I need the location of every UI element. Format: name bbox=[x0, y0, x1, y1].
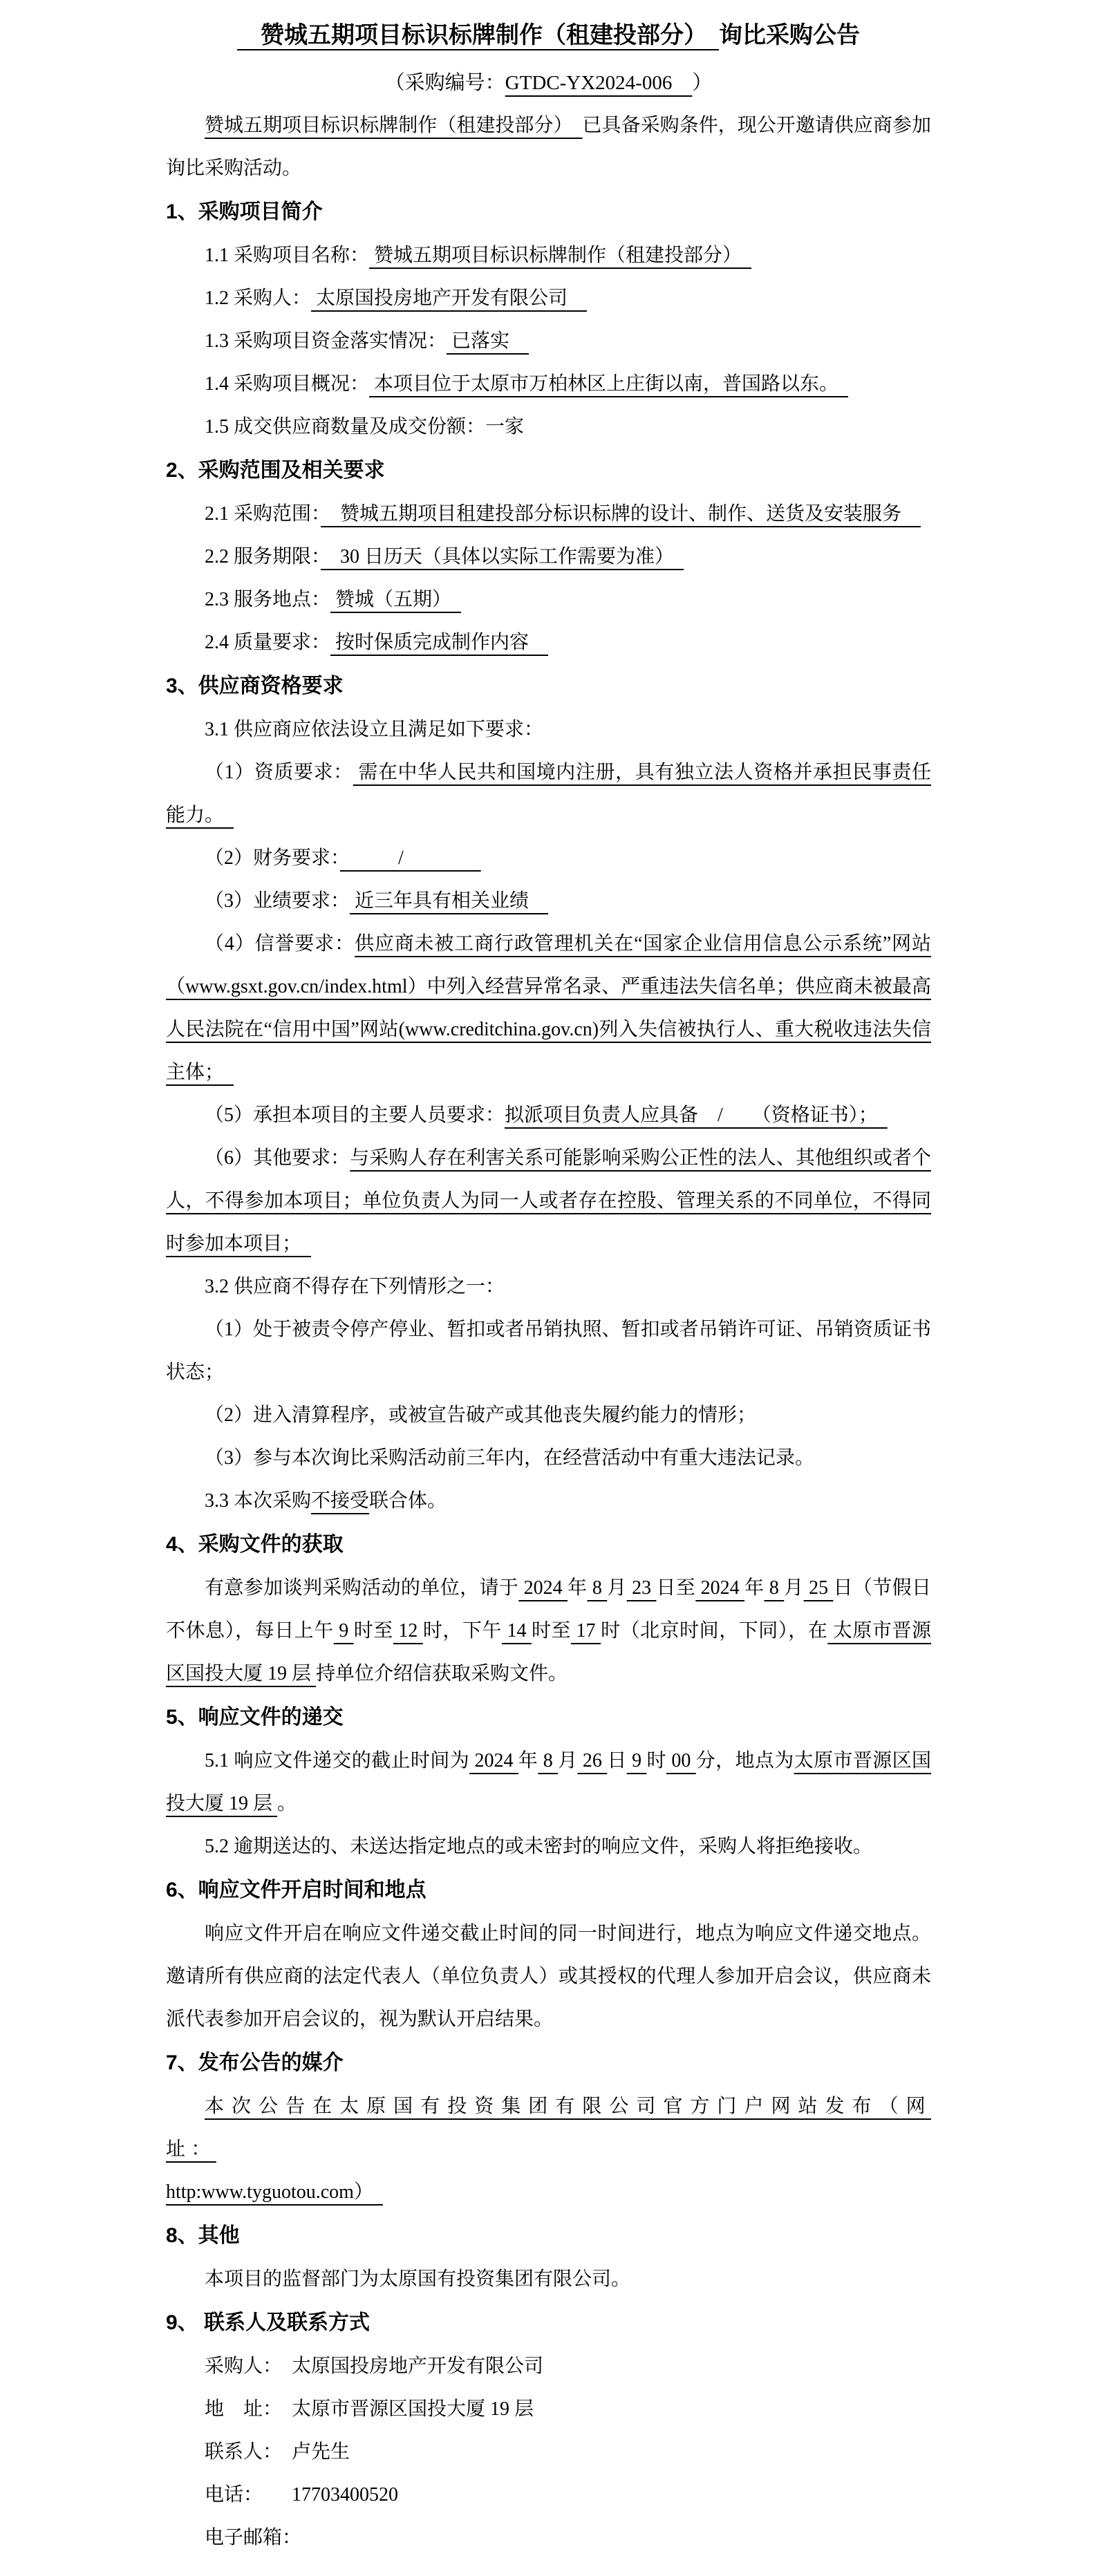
underlined-run: 不接受 bbox=[311, 1490, 370, 1512]
underlined-run: 本次公告在太原国有投资集团有限公司官方门户网站发布（网址： bbox=[166, 2096, 931, 2160]
section-1-heading bbox=[166, 190, 931, 234]
text-run: 1.4 采购项目概况： bbox=[205, 373, 370, 395]
item-3-2-2 bbox=[166, 1394, 931, 1437]
item-1-2 bbox=[166, 277, 931, 320]
text-run: （5）承担本项目的主要人员要求： bbox=[205, 1104, 505, 1126]
underlined-run: 本项目位于太原市万柏林区上庄街以南，普国路以东。 bbox=[369, 373, 849, 395]
text-run: 采购人： 太原国投房地产开发有限公司 bbox=[205, 2356, 544, 2377]
item-3-1-1 bbox=[166, 751, 931, 837]
text-run: 时，下午 bbox=[422, 1620, 502, 1642]
item-3-1-2 bbox=[166, 837, 931, 880]
intro-paragraph bbox=[166, 104, 931, 190]
section-8-heading bbox=[166, 2214, 931, 2258]
text-run: 月 bbox=[607, 1577, 627, 1599]
text-run: 日（节假日不休息），每日上午 bbox=[166, 1577, 932, 1642]
text-run: 年 bbox=[518, 1750, 538, 1771]
underlined-run: 赞城五期项目标识标牌制作（租建投部分） bbox=[205, 115, 583, 136]
underlined-run: 按时保质完成制作内容 bbox=[330, 632, 549, 653]
item-3-1-5 bbox=[166, 1094, 931, 1137]
text-run: （采购编号： bbox=[384, 72, 505, 94]
underlined-run: 25 bbox=[803, 1577, 834, 1599]
text-run: （6）其他要求： bbox=[205, 1147, 350, 1169]
text-run: 时 bbox=[646, 1750, 666, 1771]
text-run: 3、供应商资格要求 bbox=[166, 675, 344, 697]
item-5-1 bbox=[166, 1740, 931, 1825]
underlined-run: 8 bbox=[764, 1577, 785, 1599]
text-run: （2）财务要求： bbox=[205, 847, 341, 869]
text-run: 3.3 本次采购 bbox=[205, 1490, 312, 1512]
text-run: 。 bbox=[277, 1793, 297, 1814]
text-run: ） bbox=[692, 72, 713, 94]
section-6-heading bbox=[166, 1868, 931, 1912]
text-run: 1.5 成交供应商数量及成交份额：一家 bbox=[205, 416, 525, 438]
underlined-run: 8 bbox=[538, 1750, 559, 1771]
text-run: 电话： 17703400520 bbox=[205, 2484, 399, 2506]
text-run: 月 bbox=[558, 1750, 578, 1771]
procurement-number-line bbox=[166, 62, 931, 104]
text-run: 1.1 采购项目名称： bbox=[205, 245, 370, 266]
text-run: 3.2 供应商不得存在下列情形之一： bbox=[205, 1276, 505, 1297]
underlined-run: 23 bbox=[626, 1577, 657, 1599]
announcement-media-paragraph bbox=[166, 2085, 931, 2214]
text-run: 电子邮箱： bbox=[205, 2527, 302, 2548]
doc-title bbox=[166, 10, 931, 62]
text-run: （2）进入清算程序，或被宣告破产或其他丧失履约能力的情形； bbox=[205, 1404, 757, 1426]
item-3-1-3 bbox=[166, 880, 931, 923]
text-run: 本项目的监督部门为太原国有投资集团有限公司。 bbox=[205, 2268, 631, 2290]
text-run: 2、采购范围及相关要求 bbox=[166, 459, 385, 482]
text-run: 5、响应文件的递交 bbox=[166, 1706, 344, 1729]
text-run: 4、采购文件的获取 bbox=[166, 1533, 344, 1556]
section-2-heading bbox=[166, 449, 931, 493]
text-run: 8、其他 bbox=[166, 2224, 240, 2247]
underlined-run: 2024 bbox=[518, 1577, 568, 1599]
underlined-run: 太原市晋源区国投大厦 19 层 bbox=[166, 1620, 931, 1684]
text-run: 2.2 服务期限： bbox=[205, 546, 321, 567]
underlined-run: 30 日历天（具体以实际工作需要为准） bbox=[321, 546, 684, 567]
address-line bbox=[166, 2388, 931, 2431]
text-run: 时至 bbox=[531, 1620, 572, 1642]
section-9-heading bbox=[166, 2301, 931, 2345]
item-3-1 bbox=[166, 708, 931, 751]
text-run: 年 bbox=[568, 1577, 588, 1599]
item-1-4 bbox=[166, 363, 931, 406]
section-4-heading bbox=[166, 1523, 931, 1567]
underlined-run: 赞城五期项目标识标牌制作（租建投部分） bbox=[237, 23, 719, 48]
text-run: 3.1 供应商应依法设立且满足如下要求： bbox=[205, 719, 544, 740]
item-3-1-4 bbox=[166, 923, 931, 1094]
text-run: 联系人： 卢先生 bbox=[205, 2441, 350, 2463]
supervision-paragraph bbox=[166, 2258, 931, 2301]
item-3-2 bbox=[166, 1266, 931, 1308]
underlined-run: 供应商未被工商行政管理机关在“国家企业信用信息公示系统”网站（www.gsxt.gov.cn/index.html）中列入经营异常名录、严重违法失信名单；供应商未被最高人民法院在“信用中国”网站(www.creditchina.gov.cn)列入失信被执行人、重大税收违法失信主体； bbox=[166, 933, 931, 1083]
text-run: 日 bbox=[607, 1750, 627, 1771]
item-3-1-6 bbox=[166, 1137, 931, 1266]
text-run: 2.1 采购范围： bbox=[205, 503, 321, 525]
text-run: 2.4 质量要求： bbox=[205, 632, 331, 653]
underlined-run: http:www.tyguotou.com） bbox=[166, 2181, 383, 2203]
item-1-3 bbox=[166, 320, 931, 363]
underlined-run: 近三年具有相关业绩 bbox=[350, 890, 549, 912]
text-run: （1）资质要求： bbox=[205, 762, 353, 783]
underlined-run: 17 bbox=[571, 1620, 601, 1642]
text-run: 有意参加谈判采购活动的单位，请于 bbox=[205, 1577, 519, 1599]
text-run: 分，地点为 bbox=[695, 1750, 794, 1771]
text-run: 1.3 采购项目资金落实情况： bbox=[205, 330, 447, 352]
underlined-run: 赞城五期项目标识标牌制作（租建投部分） bbox=[369, 245, 752, 266]
section-3-heading bbox=[166, 664, 931, 708]
underlined-run: 9 bbox=[626, 1750, 647, 1771]
underlined-run: 与采购人存在利害关系可能影响采购公正性的法人、其他组织或者个人，不得参加本项目；单位负责人为同一人或者存在控股、管理关系的不同单位，不得同时参加本项目； bbox=[166, 1147, 931, 1254]
item-2-1 bbox=[166, 493, 931, 536]
underlined-run: 00 bbox=[666, 1750, 696, 1771]
text-run: 月 bbox=[784, 1577, 804, 1599]
item-1-5 bbox=[166, 406, 931, 449]
text-run: 时（北京时间，下同），在 bbox=[601, 1620, 828, 1642]
document-obtainment-paragraph bbox=[166, 1567, 931, 1695]
text-run: 地 址： 太原市晋源区国投大厦 19 层 bbox=[205, 2398, 534, 2420]
text-run: 6、响应文件开启时间和地点 bbox=[166, 1879, 426, 1901]
underlined-run: 赞城（五期） bbox=[330, 589, 462, 610]
item-3-2-1 bbox=[166, 1308, 931, 1394]
text-run: 时至 bbox=[353, 1620, 393, 1642]
text-run: （4）信誉要求： bbox=[205, 933, 355, 955]
underlined-run: 2024 bbox=[695, 1577, 745, 1599]
text-run: 9、 联系人及联系方式 bbox=[166, 2311, 371, 2334]
underlined-run: 26 bbox=[577, 1750, 608, 1771]
text-run: 1、采购项目简介 bbox=[166, 200, 323, 223]
text-run: 联合体。 bbox=[369, 1490, 447, 1512]
item-3-2-3 bbox=[166, 1437, 931, 1480]
section-5-heading bbox=[166, 1695, 931, 1740]
underlined-run: 2024 bbox=[469, 1750, 518, 1771]
underlined-run: 赞城五期项目租建投部分标识标牌的设计、制作、送货及安装服务 bbox=[321, 503, 921, 525]
text-run: 日至 bbox=[656, 1577, 696, 1599]
item-1-1 bbox=[166, 234, 931, 277]
purchaser-line bbox=[166, 2345, 931, 2388]
underlined-run: 8 bbox=[587, 1577, 608, 1599]
email-line bbox=[166, 2517, 931, 2559]
item-2-3 bbox=[166, 579, 931, 621]
underlined-run: / bbox=[340, 847, 481, 869]
underlined-run: 拟派项目负责人应具备 / （资格证书）； bbox=[505, 1104, 888, 1126]
item-2-4 bbox=[166, 621, 931, 664]
opening-paragraph bbox=[166, 1912, 931, 2041]
text-run: 5.2 逾期送达的、未送达指定地点的或未密封的响应文件，采购人将拒绝接收。 bbox=[205, 1836, 873, 1857]
phone-line bbox=[166, 2474, 931, 2517]
underlined-run: 太原国投房地产开发有限公司 bbox=[311, 288, 588, 309]
text-run: 2.3 服务地点： bbox=[205, 589, 331, 610]
item-5-2 bbox=[166, 1825, 931, 1868]
underlined-run: 需在中华人民共和国境内注册，具有独立法人资格并承担民事责任能力。 bbox=[166, 762, 931, 826]
text-run: 询比采购公告 bbox=[719, 22, 860, 48]
underlined-run: GTDC-YX2024-006 bbox=[505, 72, 693, 94]
text-run: 持单位介绍信获取采购文件。 bbox=[316, 1663, 568, 1684]
contact-person-line bbox=[166, 2431, 931, 2474]
text-run: （1）处于被责令停产停业、暂扣或者吊销执照、暂扣或者吊销许可证、吊销资质证书状态； bbox=[166, 1319, 931, 1383]
text-run: （3）业绩要求： bbox=[205, 890, 350, 912]
item-3-3 bbox=[166, 1480, 931, 1523]
underlined-run: 太原市晋源区国投大厦 19 层 bbox=[166, 1750, 932, 1814]
text-run: 1.2 采购人： bbox=[205, 288, 312, 309]
text-run: 7、发布公告的媒介 bbox=[166, 2051, 344, 2074]
underlined-run: 9 bbox=[333, 1620, 354, 1642]
text-run: （3）参与本次询比采购活动前三年内，在经营活动中有重大违法记录。 bbox=[205, 1447, 815, 1469]
text-run: 响应文件开启在响应文件递交截止时间的同一时间进行，地点为响应文件递交地点。邀请所有供应商的法定代表人（单位负责人）或其授权的代理人参加开启会议，供应商未派代表参加开启会议的，视为默认开启结果。 bbox=[166, 1923, 931, 2030]
section-7-heading bbox=[166, 2041, 931, 2085]
item-2-2 bbox=[166, 536, 931, 579]
underlined-run: 已落实 bbox=[447, 330, 529, 352]
underlined-run: 12 bbox=[393, 1620, 423, 1642]
text-run: 已具备采购条件，现公开邀请供应商参加询比采购活动。 bbox=[166, 115, 931, 179]
text-run: 5.1 响应文件递交的截止时间为 bbox=[205, 1750, 470, 1771]
underlined-run: 14 bbox=[501, 1620, 532, 1642]
text-run: 年 bbox=[744, 1577, 765, 1599]
